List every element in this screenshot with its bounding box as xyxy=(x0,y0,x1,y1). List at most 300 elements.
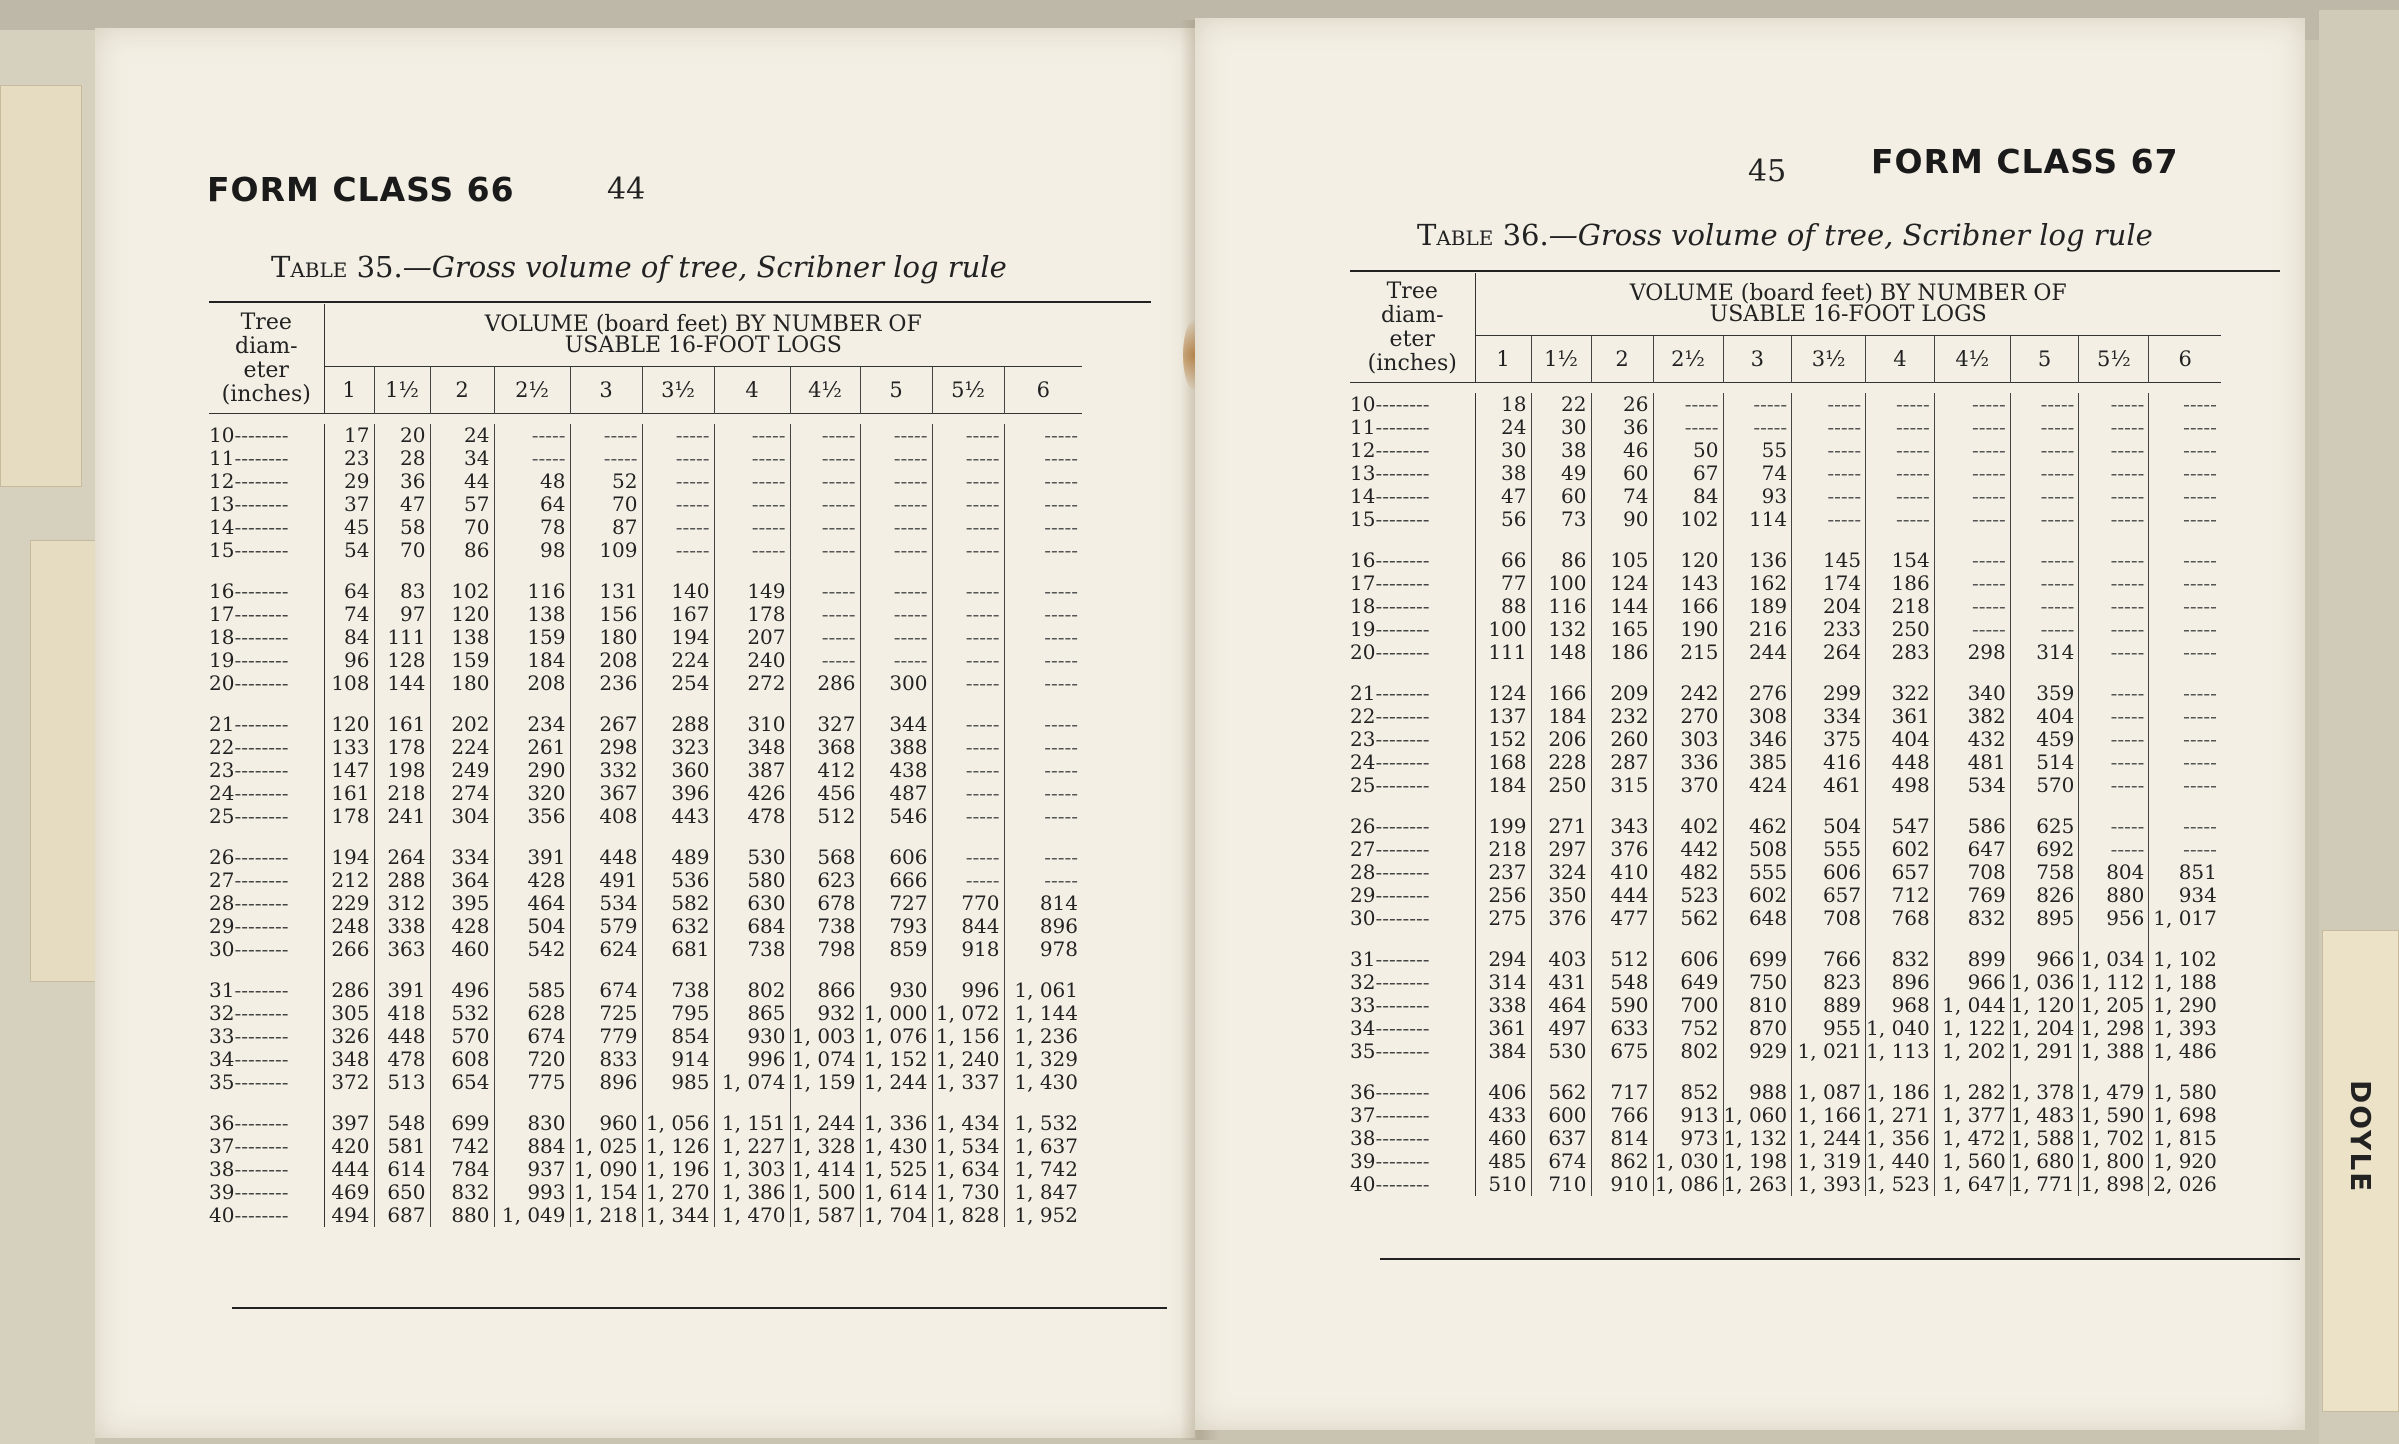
diameter-cell xyxy=(1350,439,1475,462)
left-page xyxy=(95,28,1195,1438)
volume-value-cell: 87 xyxy=(570,516,642,539)
table-row xyxy=(1350,485,2221,508)
volume-value-cell: 823 xyxy=(1792,971,1866,994)
leader-dots: -------- xyxy=(1375,774,1430,797)
diameter-cell xyxy=(209,1071,324,1094)
volume-value-cell: 180 xyxy=(430,672,494,695)
volume-value-cell: 132 xyxy=(1531,618,1591,641)
diameter-value: 17 xyxy=(1350,572,1376,595)
empty-value-dashes: ----- xyxy=(1653,416,1723,439)
diameter-cell xyxy=(209,672,324,695)
diameter-cell xyxy=(209,869,324,892)
table-row xyxy=(1350,1173,2221,1196)
log-count-column-header: 3½ xyxy=(1792,336,1866,383)
volume-value-cell: 623 xyxy=(790,869,860,892)
volume-value-cell: 674 xyxy=(570,979,642,1002)
volume-value-cell: 18 xyxy=(1501,392,1527,416)
empty-value-dashes: ----- xyxy=(1934,595,2010,618)
diameter-value: 15 xyxy=(209,539,235,562)
volume-value-cell: 287 xyxy=(1591,751,1653,774)
volume-value-cell: 356 xyxy=(494,805,570,828)
diameter-cell xyxy=(1350,815,1475,838)
volume-value-cell: 267 xyxy=(570,713,642,736)
volume-value-cell: 548 xyxy=(1591,971,1653,994)
volume-value-cell: 144 xyxy=(374,672,430,695)
volume-value-cell: 308 xyxy=(1723,705,1792,728)
empty-value-dashes: ----- xyxy=(2149,705,2221,728)
leader-dots: -------- xyxy=(234,892,289,915)
volume-value-cell: 914 xyxy=(642,1048,714,1071)
table-row xyxy=(1350,618,2221,641)
volume-value-cell: 189 xyxy=(1723,595,1792,618)
volume-value-cell: 218 xyxy=(1488,837,1527,861)
log-count-column-header: 1 xyxy=(1496,347,1510,371)
volume-value-cell: 530 xyxy=(1531,1040,1591,1063)
volume-value-cell: 166 xyxy=(1531,682,1591,705)
diameter-value: 12 xyxy=(1350,439,1376,462)
empty-value-dashes: ----- xyxy=(2149,393,2221,416)
volume-value-cell: 1, 386 xyxy=(714,1181,790,1204)
leader-dots: -------- xyxy=(1375,1017,1430,1040)
volume-value-cell: 461 xyxy=(1792,774,1866,797)
form-class-header-left: FORM CLASS 66 xyxy=(207,170,515,209)
volume-value-cell: 624 xyxy=(570,938,642,961)
volume-value-cell: 579 xyxy=(570,915,642,938)
volume-value-cell: 647 xyxy=(1934,838,2010,861)
table-row xyxy=(1350,861,2221,884)
volume-value-cell: 178 xyxy=(331,804,370,828)
volume-value-cell: 159 xyxy=(430,649,494,672)
leader-dots: -------- xyxy=(234,915,289,938)
empty-value-dashes: ----- xyxy=(2079,705,2149,728)
log-count-column-header: 6 xyxy=(1004,367,1082,414)
volume-value-cell: 810 xyxy=(1723,994,1792,1017)
volume-value-cell: 1, 270 xyxy=(642,1181,714,1204)
volume-value-cell: 54 xyxy=(344,538,370,562)
volume-value-cell: 681 xyxy=(642,938,714,961)
diameter-cell xyxy=(209,539,324,562)
table-caption-left xyxy=(271,250,1007,284)
leader-dots: -------- xyxy=(1375,1040,1430,1063)
volume-value-cell: 162 xyxy=(1723,572,1792,595)
volume-value-cell: 832 xyxy=(430,1181,494,1204)
volume-value-cell: 47 xyxy=(1501,484,1527,508)
leader-dots: -------- xyxy=(234,1135,289,1158)
volume-value-cell: 359 xyxy=(2010,682,2079,705)
volume-value-cell: 633 xyxy=(1591,1017,1653,1040)
table-top-rule-left xyxy=(209,301,1151,303)
volume-value-cell: 363 xyxy=(374,938,430,961)
volume-value-cell: 410 xyxy=(1591,861,1653,884)
volume-value-cell: 1, 698 xyxy=(2149,1104,2221,1127)
diameter-value: 27 xyxy=(1350,838,1376,861)
volume-value-cell: 555 xyxy=(1792,838,1866,861)
empty-value-dashes: ----- xyxy=(860,580,932,603)
volume-value-cell: 233 xyxy=(1792,618,1866,641)
volume-value-cell: 489 xyxy=(642,846,714,869)
volume-value-cell: 444 xyxy=(1591,884,1653,907)
volume-value-cell: 542 xyxy=(494,938,570,961)
log-count-column-header: 4½ xyxy=(790,367,860,414)
volume-value-cell: 199 xyxy=(1488,814,1527,838)
volume-value-cell: 562 xyxy=(1653,907,1723,930)
volume-value-cell: 1, 236 xyxy=(1004,1025,1082,1048)
volume-value-cell: 57 xyxy=(430,493,494,516)
volume-value-cell: 513 xyxy=(374,1071,430,1094)
volume-value-cell: 1, 112 xyxy=(2079,971,2149,994)
volume-value-cell: 630 xyxy=(714,892,790,915)
diameter-cell xyxy=(209,1204,324,1227)
table-row xyxy=(209,938,1082,961)
diameter-cell xyxy=(209,1048,324,1071)
volume-value-cell: 1, 815 xyxy=(2149,1127,2221,1150)
volume-value-cell: 700 xyxy=(1653,994,1723,1017)
empty-value-dashes: ----- xyxy=(494,447,570,470)
diameter-value: 13 xyxy=(209,493,235,516)
volume-value-cell: 154 xyxy=(1866,549,1935,572)
volume-value-cell: 346 xyxy=(1723,728,1792,751)
diameter-value: 18 xyxy=(209,626,235,649)
leader-dots: -------- xyxy=(234,1025,289,1048)
volume-value-cell: 212 xyxy=(331,868,370,892)
right-page xyxy=(1195,18,2305,1430)
volume-value-cell: 784 xyxy=(430,1158,494,1181)
leader-dots: -------- xyxy=(234,1158,289,1181)
empty-value-dashes: ----- xyxy=(642,516,714,539)
volume-value-cell: 144 xyxy=(1591,595,1653,618)
diameter-cell xyxy=(209,580,324,603)
table-row xyxy=(209,805,1082,828)
table-row xyxy=(209,493,1082,516)
volume-value-cell: 725 xyxy=(570,1002,642,1025)
empty-value-dashes: ----- xyxy=(932,869,1004,892)
table-bottom-rule-right xyxy=(1380,1258,2300,1260)
volume-value-cell: 1, 377 xyxy=(1934,1104,2010,1127)
volume-value-cell: 270 xyxy=(1653,705,1723,728)
tree-diameter-header-line: eter xyxy=(1389,326,1435,352)
diameter-value: 23 xyxy=(209,759,235,782)
volume-value-cell: 1, 771 xyxy=(2010,1173,2079,1196)
volume-value-cell: 343 xyxy=(1591,815,1653,838)
volume-header-line: USABLE 16-FOOT LOGS xyxy=(1709,302,1987,327)
volume-value-cell: 491 xyxy=(570,869,642,892)
tree-diameter-header-line: diam- xyxy=(1380,302,1444,328)
volume-value-cell: 338 xyxy=(374,915,430,938)
empty-value-dashes: ----- xyxy=(1934,485,2010,508)
diameter-cell xyxy=(1350,485,1475,508)
volume-value-cell: 344 xyxy=(860,713,932,736)
empty-value-dashes: ----- xyxy=(932,447,1004,470)
volume-value-cell: 207 xyxy=(714,626,790,649)
empty-value-dashes: ----- xyxy=(790,424,860,447)
volume-value-cell: 428 xyxy=(430,915,494,938)
diameter-cell xyxy=(1350,1173,1475,1196)
empty-value-dashes: ----- xyxy=(860,539,932,562)
volume-value-cell: 1, 483 xyxy=(2010,1104,2079,1127)
volume-value-cell: 1, 828 xyxy=(932,1204,1004,1227)
volume-value-cell: 385 xyxy=(1723,751,1792,774)
volume-value-cell: 224 xyxy=(430,736,494,759)
volume-header-line: VOLUME (board feet) BY NUMBER OF xyxy=(484,312,922,337)
leader-dots: -------- xyxy=(1375,861,1430,884)
volume-value-cell: 628 xyxy=(494,1002,570,1025)
empty-value-dashes: ----- xyxy=(2079,462,2149,485)
volume-value-cell: 26 xyxy=(1591,393,1653,416)
volume-value-cell: 305 xyxy=(331,1001,370,1025)
diameter-value: 30 xyxy=(1350,907,1376,930)
diameter-cell xyxy=(1350,1104,1475,1127)
volume-value-cell: 504 xyxy=(494,915,570,938)
leader-dots: -------- xyxy=(1375,485,1430,508)
tree-diameter-header xyxy=(1350,273,1475,383)
volume-value-cell: 523 xyxy=(1653,884,1723,907)
volume-value-cell: 327 xyxy=(790,713,860,736)
diameter-cell xyxy=(209,846,324,869)
leader-dots: -------- xyxy=(234,539,289,562)
empty-value-dashes: ----- xyxy=(2010,416,2079,439)
volume-value-cell: 1, 202 xyxy=(1934,1040,2010,1063)
table-row xyxy=(1350,416,2221,439)
table-row xyxy=(1350,705,2221,728)
empty-value-dashes: ----- xyxy=(932,672,1004,695)
diameter-value: 33 xyxy=(1350,994,1376,1017)
tree-diameter-header-line: eter xyxy=(243,357,289,383)
volume-value-cell: 918 xyxy=(932,938,1004,961)
diameter-value: 20 xyxy=(209,672,235,695)
leader-dots: -------- xyxy=(234,1181,289,1204)
volume-value-cell: 717 xyxy=(1591,1081,1653,1104)
volume-value-cell: 338 xyxy=(1488,993,1527,1017)
volume-value-cell: 145 xyxy=(1792,549,1866,572)
volume-value-cell: 167 xyxy=(642,603,714,626)
volume-value-cell: 608 xyxy=(430,1048,494,1071)
table-row xyxy=(1350,815,2221,838)
empty-value-dashes: ----- xyxy=(494,424,570,447)
leader-dots: -------- xyxy=(1375,884,1430,907)
empty-value-dashes: ----- xyxy=(2010,618,2079,641)
diameter-cell xyxy=(209,424,324,447)
empty-value-dashes: ----- xyxy=(1004,470,1082,493)
volume-value-cell: 793 xyxy=(860,915,932,938)
volume-value-cell: 73 xyxy=(1531,508,1591,531)
empty-value-dashes: ----- xyxy=(2149,774,2221,797)
volume-value-cell: 100 xyxy=(1488,617,1527,641)
leader-dots: -------- xyxy=(234,1002,289,1025)
volume-value-cell: 795 xyxy=(642,1002,714,1025)
volume-value-cell: 55 xyxy=(1723,439,1792,462)
empty-value-dashes: ----- xyxy=(2149,508,2221,531)
table-row xyxy=(1350,838,2221,861)
volume-value-cell: 114 xyxy=(1723,508,1792,531)
volume-value-cell: 60 xyxy=(1531,485,1591,508)
log-count-column-header: 3 xyxy=(570,367,642,414)
tree-diameter-header-line: (inches) xyxy=(221,381,311,407)
volume-value-cell: 350 xyxy=(1531,884,1591,907)
volume-value-cell: 684 xyxy=(714,915,790,938)
volume-value-cell: 1, 036 xyxy=(2010,971,2079,994)
volume-value-cell: 1, 702 xyxy=(2079,1127,2149,1150)
volume-value-cell: 568 xyxy=(790,846,860,869)
volume-value-cell: 264 xyxy=(374,846,430,869)
volume-value-cell: 272 xyxy=(714,672,790,695)
volume-value-cell: 376 xyxy=(1591,838,1653,861)
volume-value-cell: 580 xyxy=(714,869,790,892)
volume-value-cell: 699 xyxy=(1723,948,1792,971)
diameter-cell xyxy=(1350,393,1475,416)
table-row xyxy=(1350,907,2221,930)
volume-value-cell: 833 xyxy=(570,1048,642,1071)
volume-value-cell: 1, 742 xyxy=(1004,1158,1082,1181)
volume-value-cell: 324 xyxy=(1531,861,1591,884)
empty-value-dashes: ----- xyxy=(1934,393,2010,416)
table-row xyxy=(209,1181,1082,1204)
leader-dots: -------- xyxy=(234,713,289,736)
volume-value-cell: 1, 388 xyxy=(2079,1040,2149,1063)
diameter-cell xyxy=(1350,1127,1475,1150)
diameter-value: 19 xyxy=(1350,618,1376,641)
volume-value-cell: 286 xyxy=(790,672,860,695)
volume-value-cell: 30 xyxy=(1501,438,1527,462)
volume-value-cell: 937 xyxy=(494,1158,570,1181)
volume-value-cell: 348 xyxy=(331,1047,370,1071)
volume-value-cell: 720 xyxy=(494,1048,570,1071)
volume-value-cell: 1, 034 xyxy=(2079,948,2149,971)
empty-value-dashes: ----- xyxy=(1934,462,2010,485)
volume-value-cell: 1, 025 xyxy=(570,1135,642,1158)
volume-value-cell: 314 xyxy=(1488,970,1527,994)
volume-value-cell: 161 xyxy=(374,713,430,736)
diameter-value: 40 xyxy=(1350,1173,1376,1196)
volume-value-cell: 168 xyxy=(1488,750,1527,774)
log-count-column-header: 2½ xyxy=(494,367,570,414)
table-row xyxy=(209,516,1082,539)
table-row xyxy=(209,759,1082,782)
volume-value-cell: 632 xyxy=(642,915,714,938)
volume-value-cell: 478 xyxy=(374,1048,430,1071)
volume-value-cell: 1, 898 xyxy=(2079,1173,2149,1196)
volume-value-cell: 770 xyxy=(932,892,1004,915)
volume-value-cell: 585 xyxy=(494,979,570,1002)
volume-value-cell: 775 xyxy=(494,1071,570,1094)
volume-value-cell: 290 xyxy=(494,759,570,782)
empty-value-dashes: ----- xyxy=(2010,485,2079,508)
volume-header xyxy=(1475,273,2221,336)
volume-value-cell: 190 xyxy=(1653,618,1723,641)
empty-value-dashes: ----- xyxy=(714,493,790,516)
volume-value-cell: 648 xyxy=(1723,907,1792,930)
log-count-column-header: 1 xyxy=(342,378,356,402)
leader-dots: -------- xyxy=(234,805,289,828)
volume-value-cell: 966 xyxy=(1934,971,2010,994)
volume-value-cell: 1, 472 xyxy=(1934,1127,2010,1150)
volume-value-cell: 657 xyxy=(1866,861,1935,884)
empty-value-dashes: ----- xyxy=(2149,815,2221,838)
empty-value-dashes: ----- xyxy=(1723,393,1792,416)
empty-value-dashes: ----- xyxy=(2149,549,2221,572)
leader-dots: -------- xyxy=(234,979,289,1002)
volume-value-cell: 798 xyxy=(790,938,860,961)
empty-value-dashes: ----- xyxy=(1792,485,1866,508)
volume-value-cell: 260 xyxy=(1591,728,1653,751)
volume-value-cell: 738 xyxy=(642,979,714,1002)
volume-value-cell: 930 xyxy=(714,1025,790,1048)
diameter-cell xyxy=(209,1002,324,1025)
empty-value-dashes: ----- xyxy=(2079,838,2149,861)
volume-value-cell: 674 xyxy=(1531,1150,1591,1173)
volume-value-cell: 261 xyxy=(494,736,570,759)
table-row xyxy=(1350,572,2221,595)
diameter-cell xyxy=(1350,462,1475,485)
volume-value-cell: 98 xyxy=(494,539,570,562)
table-row xyxy=(1350,948,2221,971)
log-count-column-header: 5 xyxy=(2010,336,2079,383)
diameter-cell xyxy=(1350,861,1475,884)
volume-value-cell: 448 xyxy=(374,1025,430,1048)
volume-value-cell: 1, 003 xyxy=(790,1025,860,1048)
diameter-cell xyxy=(1350,618,1475,641)
volume-value-cell: 1, 040 xyxy=(1866,1017,1935,1040)
table-row xyxy=(209,915,1082,938)
empty-value-dashes: ----- xyxy=(1866,393,1935,416)
volume-value-cell: 36 xyxy=(1591,416,1653,439)
volume-value-cell: 105 xyxy=(1591,549,1653,572)
empty-value-dashes: ----- xyxy=(1934,572,2010,595)
diameter-cell xyxy=(1350,1150,1475,1173)
diameter-value: 17 xyxy=(209,603,235,626)
volume-value-cell: 224 xyxy=(642,649,714,672)
empty-value-dashes: ----- xyxy=(1004,736,1082,759)
volume-value-cell: 1, 263 xyxy=(1723,1173,1792,1196)
volume-value-cell: 303 xyxy=(1653,728,1723,751)
volume-value-cell: 478 xyxy=(714,805,790,828)
leader-dots: -------- xyxy=(1375,1173,1430,1196)
diameter-value: 24 xyxy=(209,782,235,805)
volume-value-cell: 208 xyxy=(494,672,570,695)
tree-diameter-header-line: (inches) xyxy=(1367,350,1457,376)
diameter-value: 38 xyxy=(209,1158,235,1181)
volume-value-cell: 1, 440 xyxy=(1866,1150,1935,1173)
diameter-value: 32 xyxy=(1350,971,1376,994)
empty-value-dashes: ----- xyxy=(1792,393,1866,416)
volume-value-cell: 570 xyxy=(2010,774,2079,797)
leader-dots: -------- xyxy=(234,736,289,759)
leader-dots: -------- xyxy=(234,1071,289,1094)
volume-value-cell: 481 xyxy=(1934,751,2010,774)
volume-value-cell: 44 xyxy=(430,470,494,493)
volume-value-cell: 264 xyxy=(1792,641,1866,664)
empty-value-dashes: ----- xyxy=(2079,595,2149,618)
empty-value-dashes: ----- xyxy=(790,626,860,649)
table-row xyxy=(1350,994,2221,1017)
empty-value-dashes: ----- xyxy=(860,626,932,649)
table-row xyxy=(209,447,1082,470)
volume-value-cell: 194 xyxy=(331,845,370,869)
volume-value-cell: 124 xyxy=(1488,681,1527,705)
volume-value-cell: 100 xyxy=(1531,572,1591,595)
log-count-column-header: 2 xyxy=(430,367,494,414)
empty-value-dashes: ----- xyxy=(2149,572,2221,595)
diameter-value: 26 xyxy=(1350,815,1376,838)
volume-value-cell: 1, 680 xyxy=(2010,1150,2079,1173)
empty-value-dashes: ----- xyxy=(2010,393,2079,416)
volume-value-cell: 38 xyxy=(1531,439,1591,462)
volume-value-cell: 184 xyxy=(494,649,570,672)
diameter-cell xyxy=(209,516,324,539)
volume-value-cell: 1, 198 xyxy=(1723,1150,1792,1173)
diameter-cell xyxy=(1350,549,1475,572)
empty-value-dashes: ----- xyxy=(1723,416,1792,439)
volume-value-cell: 136 xyxy=(1723,549,1792,572)
